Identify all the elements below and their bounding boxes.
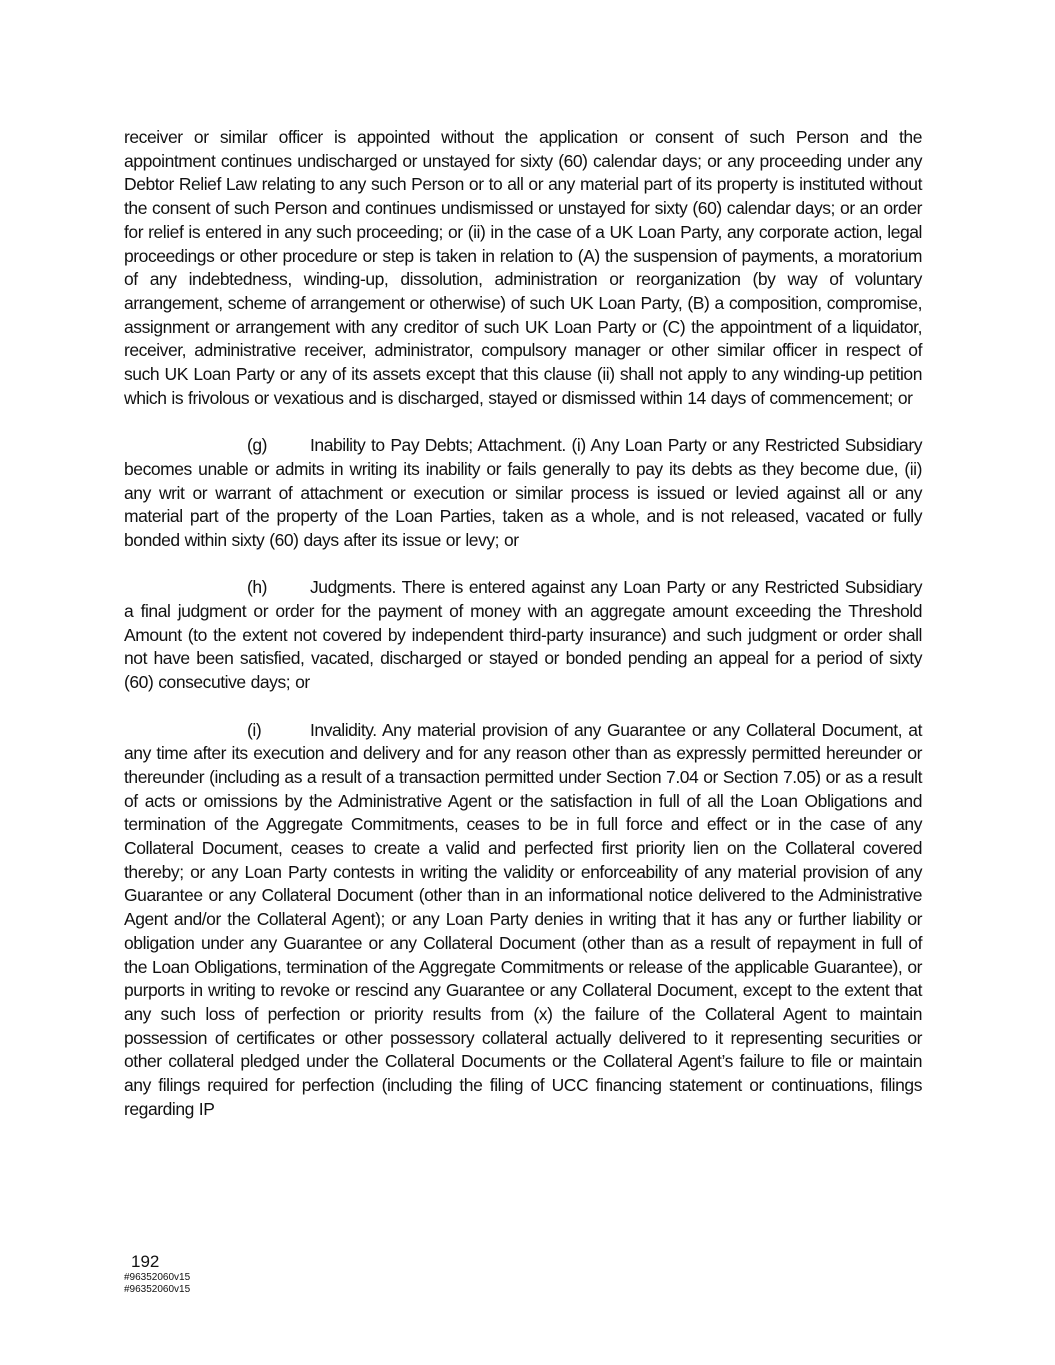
paragraph-intro: receiver or similar officer is appointed without the application or consent of such Person and the appointment continues undischarged or unstayed for sixty (60) calendar days; or any proceeding under any Debtor Relief Law relating to any such Person or to all or any material part of its property is instituted without the consent of such Person and continues undismissed or unstayed for sixty (60) calendar days; or an order for relief is entered in any such proceeding; or (ii) in the case of a UK Loan Party, any corporate action, legal proceedings or other procedure or step is taken in relation to (A) the suspension of payments, a moratorium of any indebtedness, winding-up, dissolution, administration or reorganization (by way of voluntary arrangement, scheme of arrangement or otherwise) of such UK Loan Party, (B) a composition, compromise, assignment or arrangement with any creditor of such UK Loan Party or (C) the appointment of a liquidator, receiver, administrative receiver, administrator, compulsory manager or other similar officer in respect of such UK Loan Party or any of its assets except that this clause (ii) shall not apply to any winding-up petition which is frivolous or vexatious and is discharged, stayed or dismissed within 14 days of commencement; or (124, 127, 922, 408)
section-text-h: Judgments. There is entered against any Loan Party or any Restricted Subsidiary a final judgment or order for the payment of money with an aggregate amount exceeding the Threshold Amount (to the extent not covered by independent third-party insurance) and such judgment or order shall not have been satisfied, vacated, discharged or stayed or bonded pending an appeal for a period of sixty (60) consecutive days; or (124, 577, 922, 693)
paragraph-g (124, 434, 922, 553)
page-footer (124, 1252, 190, 1295)
paragraph-h (124, 576, 922, 695)
section-number-i: (i) (247, 719, 262, 740)
document-body (124, 126, 922, 1145)
section-text-i: Invalidity. Any material provision of any Guarantee or any Collateral Document, at any time after its execution and delivery and for any reason other than as expressly permitted hereunder or thereunder (including as a result of a transaction permitted under Section 7.04 or Section 7.05) or as a result of acts or omissions by the Administrative Agent or the satisfaction in full of all the Loan Obligations and termination of the Aggregate Commitments, ceases to be in full force and effect or in the case of any Collateral Document, ceases to create a valid and perfected first priority lien on the Collateral covered thereby; or any Loan Party contests in writing the validity or enforceability of any material provision of any Guarantee or any Collateral Document (other than in an informational notice delivered to the Administrative Agent and/or the Collateral Agent); or any Loan Party denies in writing that it has any or further liability or obligation under any Guarantee or any Collateral Document (other than as a result of repayment in full of the Loan Obligations, termination of the Aggregate Commitments or release of the applicable Guarantee), or purports in writing to revoke or rescind any Guarantee or any Collateral Document, except to the extent that any such loss of perfection or priority results from (x) the failure of the Collateral Agent to maintain possession of certificates or other possessory collateral actually delivered to it representing securities or other collateral pledged under the Collateral Documents or the Collateral Agent’s failure to file or maintain any filings required for perfection (including the filing of UCC financing statement or continuations, filings regarding IP (124, 719, 922, 1119)
document-id: #96352060v15 (124, 1272, 191, 1283)
section-text-g: Inability to Pay Debts; Attachment. (i) Any Loan Party or any Restricted Subsidiary becomes unable or admits in writing its inability or fails generally to pay its debts as they become due, (ii) any writ or warrant of attachment or execution or similar process is issued or levied against all or any material part of the property of the Loan Parties, taken as a whole, and is not released, vacated or fully bonded within sixty (60) days after its issue or levy; or (124, 435, 922, 550)
document-id-duplicate: #96352060v15 (124, 1283, 191, 1295)
page-number: 192 (131, 1252, 160, 1271)
section-number-g: (g) (247, 435, 268, 456)
section-number-h: (h) (247, 577, 268, 598)
paragraph-i (124, 719, 922, 1122)
